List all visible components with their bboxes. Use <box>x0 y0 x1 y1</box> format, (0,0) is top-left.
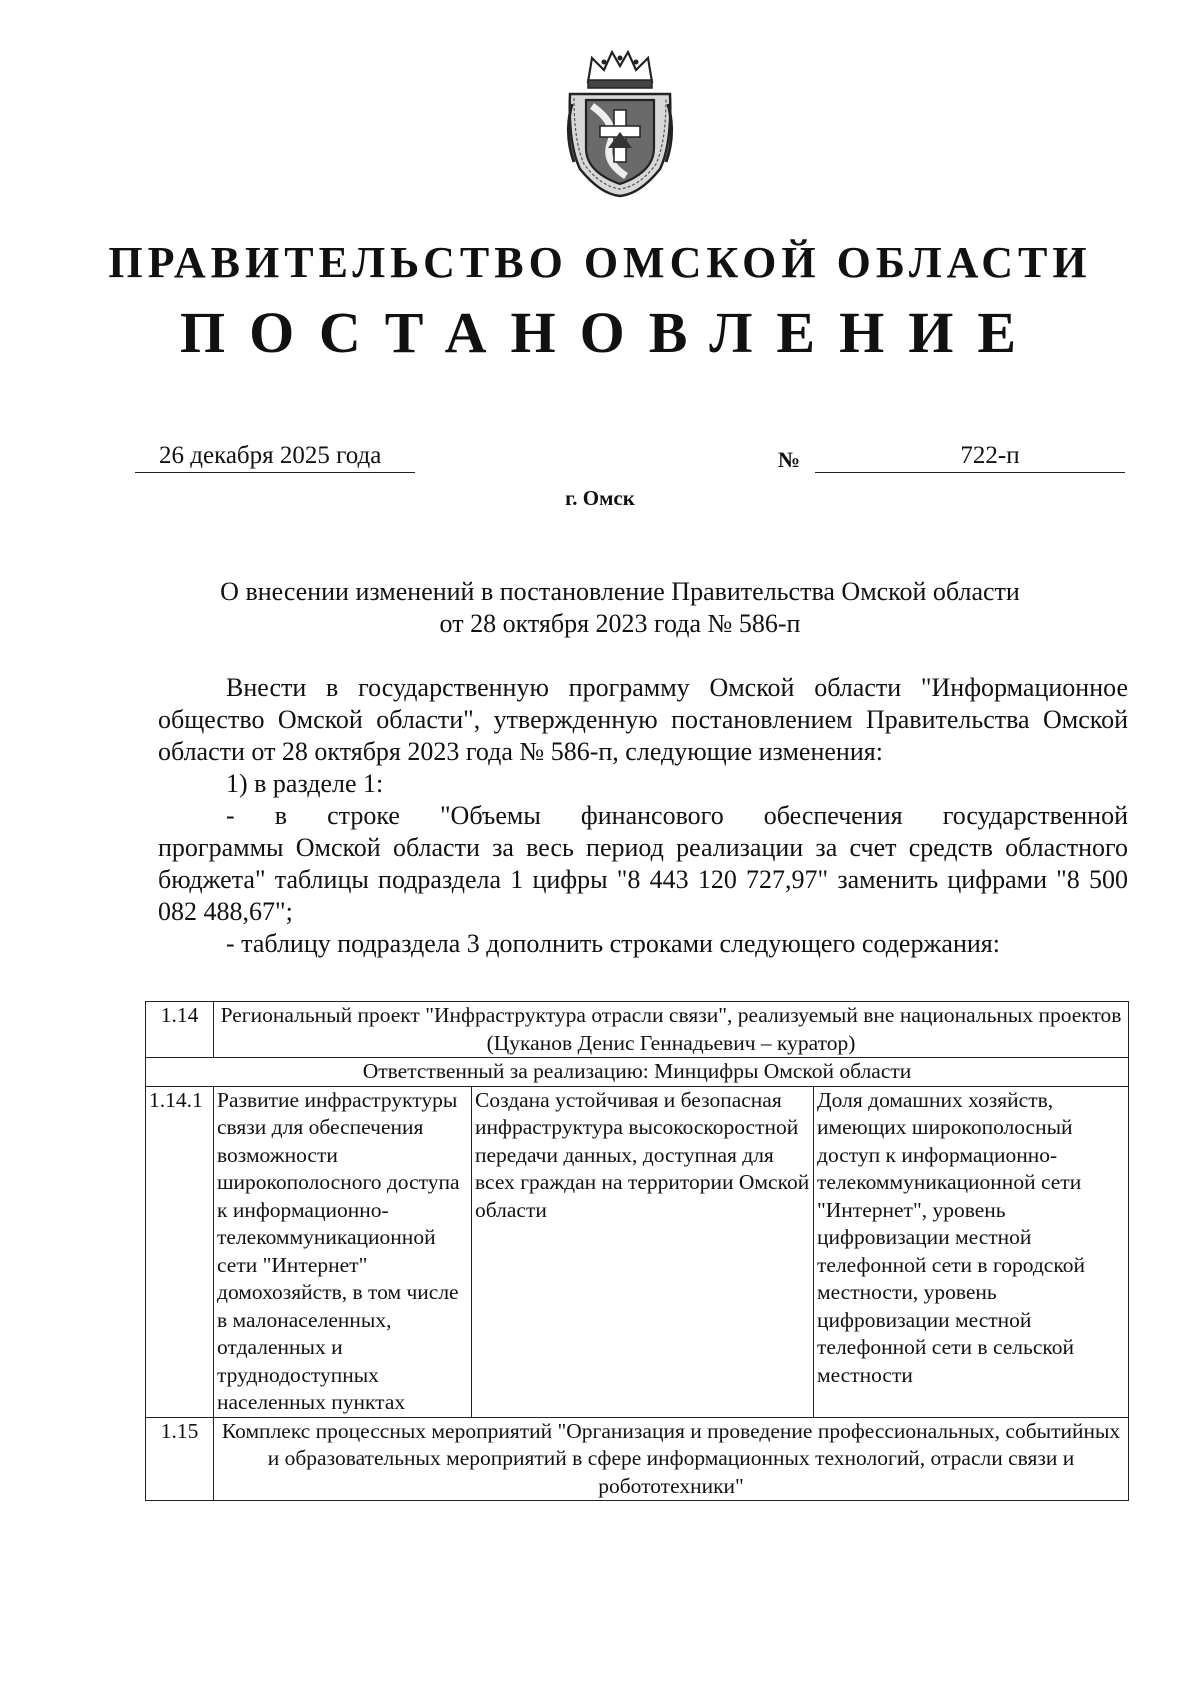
row-number: 1.14 <box>146 1002 214 1058</box>
result-cell: Создана устойчивая и безопасная инфраструктура высокоскоростной передачи данных, доступная для всех граждан на территории Омской области <box>472 1086 814 1417</box>
body-item-1b: - таблицу подраздела 3 дополнить строками следующего содержания: <box>226 929 1000 958</box>
body-item-1a-first-line: - в строке "Объемы финансового обеспечения государственной <box>226 801 1128 830</box>
responsible-party: Ответственный за реализацию: Минцифры Омской области <box>146 1058 1129 1087</box>
number-label: № <box>778 447 801 472</box>
body-item-1a-rest: программы Омской области за весь период реализации за счет средств областного бюджета" таблицы подраздела 1 цифры "8 443 120 727,97" заменить цифрами "8 500 082 488,67"; <box>158 833 1128 926</box>
indicator-cell: Доля домашних хозяйств, имеющих широкополосный доступ к информационно-телекоммуникационной сети "Интернет", уровень цифровизации местной телефонной сети в городской местности, уровень цифровизации местной телефонной сети в сельской местности <box>814 1086 1129 1417</box>
table-row <box>146 1002 1129 1058</box>
body-paragraph-intro: Внести в государственную программу Омской области "Информационное общество Омской области", утвержденную постановлением Правительства Омской области от 28 октября 2023 года № 586-п, следующие изменения: <box>158 673 1128 766</box>
row-number: 1.15 <box>146 1417 214 1501</box>
organization-title: ПРАВИТЕЛЬСТВО ОМСКОЙ ОБЛАСТИ <box>108 238 1092 287</box>
changes-table <box>145 1001 1129 1501</box>
task-cell: Развитие инфраструктуры связи для обеспечения возможности широкополосного доступа к информационно-телекоммуникационной сети "Интернет" домохозяйств, в том числе в малонаселенных, отдаленных и труднодоступных населенных пунктах <box>214 1086 472 1417</box>
table-row <box>146 1058 1129 1087</box>
subject-line-2: от 28 октября 2023 года № 586-п <box>439 609 801 638</box>
regional-project-title: Региональный проект "Инфраструктура отрасли связи", реализуемый вне национальных проектов (Цуканов Денис Геннадьевич – куратор) <box>214 1002 1129 1058</box>
body-item-1: 1) в разделе 1: <box>226 769 384 798</box>
omsk-coat-of-arms-emblem <box>560 44 680 199</box>
row-number: 1.14.1 <box>146 1086 214 1417</box>
document-number: 722-п <box>815 440 1125 473</box>
document-date: 26 декабря 2025 года <box>135 440 415 473</box>
document-type-title: ПОСТАНОВЛЕНИЕ <box>179 300 1041 365</box>
table-row <box>146 1417 1129 1501</box>
document-city: г. Омск <box>565 486 635 510</box>
process-complex-title: Комплекс процессных мероприятий "Организация и проведение профессиональных, событийных и образовательных мероприятий в сфере информационных технологий, отрасли связи и робототехники" <box>214 1417 1129 1501</box>
document-subject <box>160 576 1080 640</box>
subject-line-1: О внесении изменений в постановление Правительства Омской области <box>220 577 1020 606</box>
document-body <box>158 672 1128 960</box>
table-row <box>146 1086 1129 1417</box>
